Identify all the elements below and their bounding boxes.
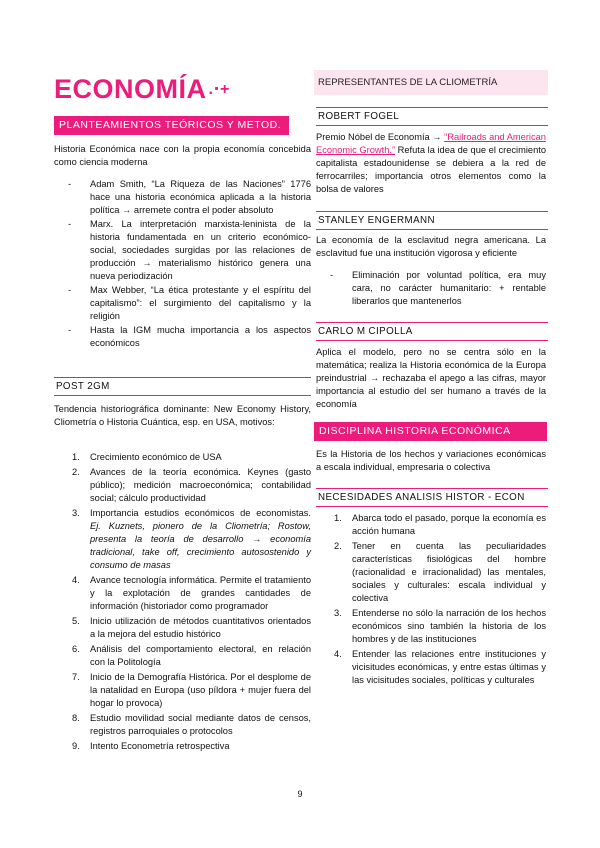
list-item: - Eliminación por voluntad política, era muy cara, no carácter humanitario: + rentable liberarlos que mantenerlos <box>316 269 546 308</box>
list-text: Intento Econometría retrospectiva <box>90 741 230 751</box>
list-text: Inicio de la Demografía Histórica. Por el desplome de la natalidad en Europa (uso píldora + mujer fuera del hogar lo provoca) <box>90 672 311 708</box>
disciplina-paragraph: Es la Historia de los hechos y variaciones económicas a escala individual, empresaria o colectiva <box>316 449 546 472</box>
list-number: 9. <box>72 741 80 751</box>
list-item <box>54 451 311 464</box>
list-number: 5. <box>72 616 80 626</box>
list-text: Inicio utilización de métodos cuantitativos orientados a la mejora del estudio histórico <box>90 616 311 639</box>
motives-list <box>54 451 311 755</box>
engermann-paragraph: La economía de la esclavitud negra americana. La esclavitud fue una institución vigorosa y eficiente <box>316 235 546 258</box>
post-2gm-heading: POST 2GM <box>54 377 311 396</box>
list-item <box>54 671 311 710</box>
list-item <box>316 540 546 605</box>
list-number: 3. <box>334 608 342 618</box>
list-text: Importancia estudios económicos de economistas. <box>90 508 311 518</box>
page-title: ECONOMÍA .⋅+ <box>54 74 230 104</box>
list-item <box>54 712 311 738</box>
railroads-link[interactable]: “Railroads and American Economic Growth.” <box>316 132 546 155</box>
list-item <box>54 740 311 753</box>
page-number: 9 <box>297 789 303 799</box>
list-item: - Max Webber, “La ética protestante y el espíritu del capitalismo”: el surgimiento del capitalismo y la religión <box>54 284 311 323</box>
list-number: 1. <box>72 452 80 462</box>
section-band-planteamientos: PLANTEAMIENTOS TEÓRICOS Y METOD. <box>54 116 289 135</box>
list-item <box>316 607 546 646</box>
intro-paragraph: Historia Económica nace con la propia economía concebida como ciencia moderna <box>54 144 311 167</box>
list-item: - Marx. La interpretación marxista-leninista de la historia fundamentada en un criterio económico-social, sociedades surgidas por las relaciones de producción → materialismo histórico genera una nueva periodización <box>54 218 311 283</box>
list-number: 6. <box>72 644 80 654</box>
fogel-heading: ROBERT FOGEL <box>316 107 548 126</box>
list-text: Abarca todo el pasado, porque la economía es acción humana <box>352 513 546 536</box>
list-item <box>316 648 546 687</box>
necesidades-heading: NECESIDADES ANALISIS HISTOR - ECON <box>316 488 548 507</box>
list-number: 2. <box>72 467 80 477</box>
section-band-disciplina: DISCIPLINA HISTORIA ECONÓMICA <box>314 422 547 441</box>
engermann-list <box>316 269 546 309</box>
cipolla-paragraph: Aplica el modelo, pero no se centra sólo en la matemática; realiza la Historia económica de la Europa preindustrial → rechazaba el apego a las cifras, mayor importancia al estudio del ser humano a través de la economía <box>316 347 546 409</box>
list-text: Entender las relaciones entre instituciones y vicisitudes económicas, y entre estas últimas y las vicisitudes sociales, políticas y culturales <box>352 649 546 685</box>
list-number: 7. <box>72 672 80 682</box>
list-text: Crecimiento económico de USA <box>90 452 222 462</box>
list-number: 3. <box>72 508 80 518</box>
list-item <box>54 615 311 641</box>
list-text: Avance tecnología informática. Permite el tratamiento y la explotación de grandes cantidades de información (historiador como programador <box>90 575 311 611</box>
list-text: Análisis del comportamiento electoral, en relación con la Politología <box>90 644 311 667</box>
list-item: - Adam Smith, “La Riqueza de las Naciones” 1776 hace una historia económica aplicada a la historia política → arremete contra el poder absoluto <box>54 178 311 217</box>
list-text: Entenderse no sólo la narración de los hechos económicos sino también la historia de los hombres y de las instituciones <box>352 608 546 644</box>
title-decoration: .⋅+ <box>208 81 230 98</box>
list-item: - Hasta la IGM mucha importancia a los aspectos económicos <box>54 324 311 350</box>
list-number: 1. <box>334 513 342 523</box>
engermann-heading: STANLEY ENGERMANN <box>316 211 548 230</box>
authors-list <box>54 178 311 351</box>
list-number: 8. <box>72 713 80 723</box>
fogel-paragraph: Premio Nóbel de Economía → “Railroads and American Economic Growth.” Refuta la idea de que el crecimiento capitalista estadounidense se debiera a la red de ferrocarriles; importancia otros elementos como la bolsa de valores <box>316 132 547 194</box>
list-number: 2. <box>334 541 342 551</box>
section-band-representantes: REPRESENTANTES DE LA CLIOMETRÍA <box>314 70 548 95</box>
list-item <box>54 643 311 669</box>
list-text: Estudio movilidad social mediante datos de censos, registros parroquiales o protocolos <box>90 713 311 736</box>
list-text: Tener en cuenta las peculiaridades características fisiológicas del hombre (racionalidad e irracionalidad) las mentales, sociales y culturales: escala individual y colectiva <box>352 541 546 603</box>
post-intro: Tendencia historiográfica dominante: New Economy History, Cliometría o Historia Cuántica, esp. en USA, motivos: <box>54 404 311 427</box>
list-item <box>316 512 546 538</box>
list-italic-text: Ej. Kuznets, pionero de la Cliometría; Rostow, presenta la teoría de desarrollo → economía tradicional, take off, crecimiento autosostenido y consumo de masas <box>90 521 311 570</box>
list-item <box>54 507 311 572</box>
list-number: 4. <box>334 649 342 659</box>
list-number: 4. <box>72 575 80 585</box>
list-text: Avances de la teoría económica. Keynes (gasto público); medición macroeconómica; contabilidad social; cálculo productividad <box>90 467 311 503</box>
cipolla-heading: CARLO M CIPOLLA <box>316 322 548 341</box>
necesidades-list <box>316 512 546 689</box>
list-item <box>54 466 311 505</box>
list-item <box>54 574 311 613</box>
